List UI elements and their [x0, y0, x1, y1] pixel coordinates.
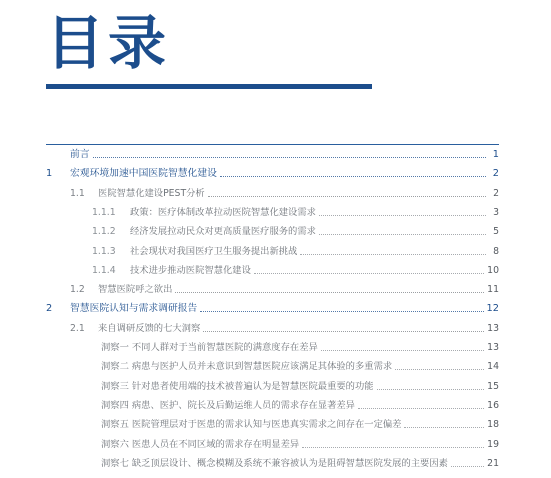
toc-entry[interactable]: [92, 261, 499, 277]
toc-dot-leader: [200, 311, 483, 312]
toc-entry-label: 前言: [70, 149, 90, 160]
toc-entry-page: 1: [492, 149, 499, 160]
toc-entry-number: 1.1: [70, 187, 85, 199]
toc-entry-page: 16: [487, 399, 499, 411]
toc-dot-leader: [395, 369, 484, 370]
toc-entry[interactable]: [92, 203, 499, 219]
toc-entry-page: 2: [492, 168, 499, 180]
toc-entry-number: 2: [46, 303, 53, 315]
toc-dot-leader: [175, 292, 484, 293]
toc-entry-page: 3: [493, 206, 499, 218]
toc-dot-leader: [203, 331, 484, 332]
toc-entry[interactable]: [101, 377, 499, 393]
toc-entry-page: 13: [487, 322, 499, 334]
toc-dot-leader: [377, 389, 485, 390]
toc-dot-leader: [321, 350, 484, 351]
toc-entry-number: 1: [46, 168, 53, 180]
toc-entry-page: 15: [487, 380, 499, 392]
toc-dot-leader: [451, 466, 484, 467]
toc-entry[interactable]: [101, 435, 499, 451]
toc-entry[interactable]: [46, 164, 499, 180]
toc-entry[interactable]: [70, 184, 499, 200]
toc-dot-leader: [300, 254, 486, 255]
toc-entry[interactable]: [101, 338, 499, 354]
toc-dot-leader: [254, 273, 484, 274]
toc-entry[interactable]: [101, 454, 499, 470]
toc-entry-label: 洞察五 医院管理层对于医患的需求认知与医患真实需求之间存在一定偏差: [101, 419, 402, 431]
toc-entry-number: 1.1.1: [92, 206, 116, 218]
toc-dot-leader: [220, 176, 486, 177]
toc-entry-label: 宏观环境加速中国医院智慧化建设: [70, 168, 217, 180]
toc-entry-page: 5: [493, 226, 499, 238]
toc-entry-page: 18: [487, 419, 499, 431]
toc-entry-label: 洞察六 医患人员在不同区域的需求存在明显差异: [101, 438, 300, 450]
toc-dot-leader: [404, 427, 484, 428]
toc-entry[interactable]: [92, 222, 499, 238]
toc-entry-label: 技术进步推动医院智慧化建设: [130, 264, 251, 276]
toc-entry-page: 10: [487, 264, 499, 276]
toc-entry-number: 1.1.2: [92, 226, 116, 238]
toc-dot-leader: [208, 196, 486, 197]
toc-entry-page: 12: [486, 303, 499, 315]
toc-dot-leader: [302, 447, 484, 448]
toc-dot-leader: [319, 215, 486, 216]
toc-entry-label: 洞察一 不同人群对于当前智慧医院的满意度存在差异: [101, 342, 318, 353]
toc-entry-page: 21: [487, 457, 499, 469]
toc-entry[interactable]: [70, 319, 499, 335]
toc-entry-label: 洞察四 病患、医护、院长及后勤运维人员的需求存在显著差异: [101, 399, 355, 411]
toc-entry[interactable]: [46, 145, 499, 161]
toc-entry-label: 洞察二 病患与医护人员并未意识到智慧医院应该满足其体验的多重需求: [101, 361, 393, 373]
toc-entry-page: 14: [487, 361, 499, 373]
toc-entry-page: 8: [493, 245, 499, 257]
toc-entry-label: 智慧医院呼之欲出: [98, 284, 173, 296]
toc-entry-page: 2: [493, 187, 499, 199]
toc-entry-label: 洞察七 缺乏顶层设计、概念模糊及系统不兼容被认为是阻碍智慧医院发展的主要因素: [101, 457, 448, 469]
toc-dot-leader: [319, 234, 486, 235]
page-title: 目录: [46, 9, 171, 77]
toc-entry-label: 洞察三 针对患者使用端的技术被普遍认为是智慧医院最重要的功能: [101, 380, 374, 392]
toc-entry-number: 1.1.3: [92, 245, 116, 257]
toc-entry-label: 政策：医疗体制改革拉动医院智慧化建设需求: [130, 206, 316, 218]
toc-entry[interactable]: [92, 242, 499, 258]
title-underline: [46, 84, 372, 89]
toc-entry-page: 11: [487, 284, 499, 296]
toc-entry-page: 19: [487, 438, 499, 450]
toc-entry-label: 经济发展拉动民众对更高质量医疗服务的需求: [130, 226, 316, 238]
toc-entry[interactable]: [101, 396, 499, 412]
toc-dot-leader: [93, 157, 486, 158]
toc-entry-label: 医院智慧化建设PEST分析: [98, 187, 205, 199]
toc-dot-leader: [358, 408, 484, 409]
toc-entry-number: 1.1.4: [92, 264, 116, 276]
toc-entry[interactable]: [101, 415, 499, 431]
toc-entry-label: 社会现状对我国医疗卫生服务提出新挑战: [130, 245, 298, 257]
toc-entry[interactable]: [101, 357, 499, 373]
toc-entry-page: 13: [487, 342, 499, 353]
toc-entry-number: 1.2: [70, 284, 85, 296]
toc-entry[interactable]: [46, 299, 499, 315]
toc-entry-label: 智慧医院认知与需求调研报告: [70, 303, 198, 315]
toc-entry-number: 2.1: [70, 322, 85, 334]
toc-entry-label: 来自调研反馈的七大洞察: [98, 322, 201, 334]
toc-entry[interactable]: [70, 280, 499, 296]
